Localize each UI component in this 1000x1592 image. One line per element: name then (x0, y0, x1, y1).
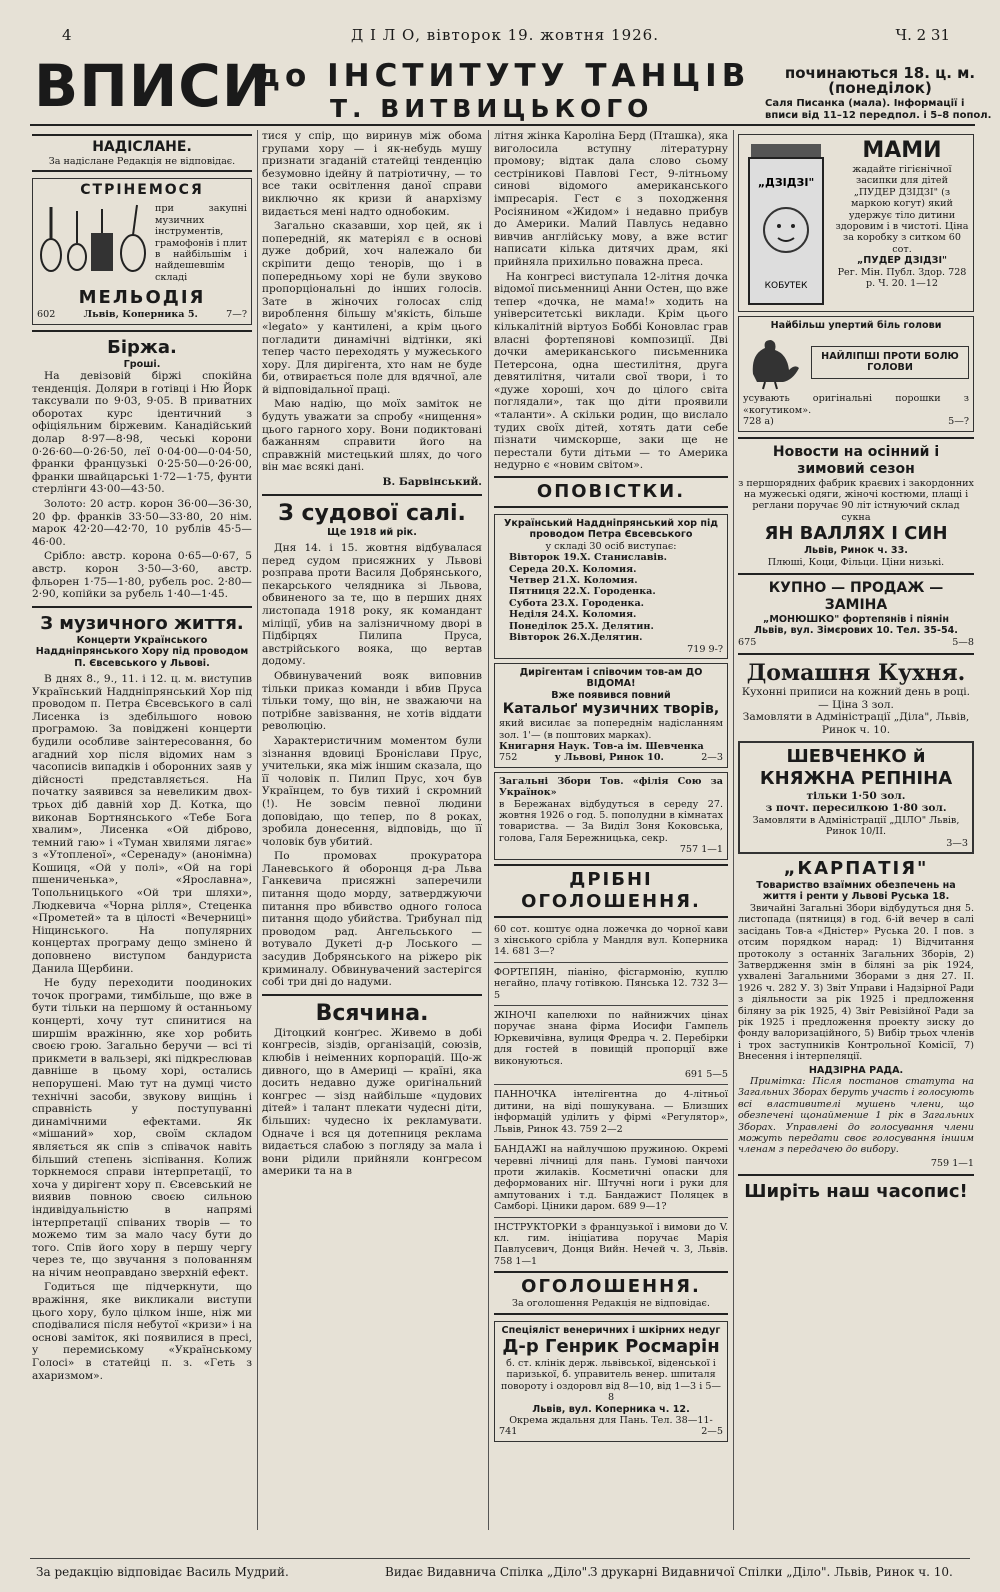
column-rule (257, 130, 258, 1530)
vsia-p1: Дітоцкий конґрес. Живемо в добі конгресів, зіздів, організацій, союзів, клюбів і неіменних корпорацій. Що-ж дивного, що в Америці — країні, яка досить недавно дуже оригінальний конгрес — зізд найбільше «цудових дітей» і талант плекати чудесні діти, більших: чудесно іх рекламувати. Одначе і вся ця дотепниця реклама видається слабою з погляду за мала і вони рідили прийняли конгресом америки та на в (262, 1026, 482, 1178)
kupno-num: 675 (738, 636, 757, 648)
divider (262, 494, 482, 496)
choir-date: Неділя 24.Х. Коломия. (509, 609, 637, 621)
choir-date: Вівторок 19.Х. Станиславів. (509, 552, 668, 564)
doc-footer (499, 1426, 723, 1437)
divider (738, 653, 974, 655)
dribni-title: ДРІБНІ ОГОЛОШЕННЯ. (521, 868, 701, 912)
melodia-num: 602 (37, 309, 56, 321)
shev-title-2: КНЯЖНА РЕПНІНА (759, 767, 953, 789)
zbory-head: Загальні Збори Тов. «філія Сою за Українок» (499, 775, 723, 799)
small-ad: 60 сот. коштує одна ложечка до чорної кави з хінського срібла у Мандля вул. Коперника 14. 681 3—? (494, 923, 728, 958)
page-footer (30, 1558, 970, 1583)
dir-big: Катальоґ музичних творів, (502, 701, 720, 718)
shev-code: 3—3 (946, 837, 968, 849)
choir-date: Четвер 21.Х. Коломия. (509, 575, 638, 587)
doc-code: 2—5 (701, 1426, 723, 1438)
birzha-p1: На девізовій біржі спокійна тенденція. Доляри в готівці і Ню Йорк таксували по 9·03, 9·05. В приватних оборотах курс ідентичний з офіціяльним біржевим. Канадійський долар 8·97—8·98, чеські корони 0·26·60—0·26·50, леї 0·04·00—0·04·50, франки французькі 0·25·50—0·26·00, франки швайцарські 1·72—1·75, фунти стерлінги 43·00—43·50. (32, 370, 252, 496)
zbory-text: в Бережанах відбудуться в середу 27. жовтня 1926 о год. 5. пополудни в кімнатах товариства. — За Виділ Зоня Коковська, голова, Галя Бережницька, секр. (499, 798, 723, 844)
choir-date: Пятниця 22.Х. Городенка. (509, 586, 656, 598)
karp-code: 759 1—1 (930, 1157, 974, 1169)
shev-order: Замовляти в Адміністрації „ДІЛО" Львів, Ринок 10/II. (752, 814, 960, 838)
ad-line-1: до ІНСТИТУТУ ТАНЦІВ (255, 58, 751, 94)
nadislane-title: НАДІСЛАНЕ. (92, 139, 192, 155)
mami-brand: „ПУДЕР ДЗІДЗІ" (856, 255, 948, 267)
court-p2: Обвинувачений вояк виповнив тільки приказ команди і вбив Пруса тільки тому, що він, не зважаючи на потрібне завізвання, не хотів віддати революцію. (262, 669, 482, 733)
dribni-box (494, 864, 728, 918)
music-p3: Годиться ще підчеркнути, що вражіння, яке викликали виступи цього хору, було цілком інше, ніж ми сподівалися після небутої «кризи» і на основі заміток, які появилися в пресі, у перемиському «Українському Голосі» в статейці п. з. «Геть з ахаризмом». (32, 1281, 252, 1382)
music-p2: Не буду переходити поодиноких точок програми, тимбільше, що вже в бути тільки на першому й останньому концерті, хочу тут спинитися на ширшім вражінню, яке хор робить своєю грою. Загально беручи — всі ті прикмети в вальзері, які підкреслював давніше в цьому хорі, остались непорушені. Маю тут на думці чисто технічні засоби, звукову вищінь і справність у поступуванні динамічними ефектами. Як «мішаний» хор, своїм складом являється як спів з співачок навіть більший степень зіспівання. Колиж торкнемося справи інтерпретації, то хоча у дирігент хору п. Євсевський не виявив повною своєю сильною індивідуальністю в напрямі інтерпретації співаних творів — то можемо тим за мало часу бути до того. Спів його хору в першу чергу через те, що звучання з полованням на нічим неоправдано зверхній ефект. (32, 977, 252, 1279)
footer-editor: За редакцію відповідає Василь Мудрий. (36, 1565, 289, 1579)
small-ad: ІНСТРУКТОРКИ з французької і вимови до V. кл. гим. ініціатива поручає Марія Павлусевич, Донця Вийн. Нечей ч. 3, Львів. 758 1—1 (494, 1221, 728, 1267)
choir-ad (494, 514, 728, 659)
divider (32, 606, 252, 608)
vsia-title: Всячина. (315, 1000, 429, 1026)
music-cont-p1: тися у спір, що виринув між обома групами хору — і як-небудь мушу признати згаданій статейці тенденцію безумовно ідейну й патріотичну, — то все таки освітлення даної справи виключно як кризи й анархізму видається мені надто однобоким. (262, 130, 482, 218)
dir-addr: у Львові, Ринок 10. (554, 752, 664, 764)
music-signature: В. Барвінський. (382, 476, 482, 489)
vallakh-addr: Львів, Ринок ч. 33. (804, 545, 908, 557)
column-2 (262, 130, 482, 1535)
birzha-p2: Золото: 20 астр. корон 36·00—36·30, 20 фр. франків 33·50—33·80, 20 нім. марок 42·20—42·70, 10 рублів 45·5—46·00. (32, 498, 252, 548)
ad-big-word: ВПИСИ (34, 52, 272, 120)
birzha-p3: Срібло: австр. корона 0·65—0·67, 5 австр. корон 3·50—3·60, австр. фльорен 1·75—1·80, рубель рос. 2·80—2·90, копійки за рубель 1·40—1·45. (32, 550, 252, 601)
melodia-addr: Львів, Коперника 5. (83, 309, 198, 321)
rooster-ad (738, 316, 974, 432)
shev-price-1: тільки 1·50 зол. (806, 789, 906, 802)
choir-list (499, 552, 723, 643)
footer-printer: З друкарні Видавничої Спілки „Діло". Львів, Ринок ч. 10. (590, 1565, 953, 1579)
rooster-code: 5—? (948, 416, 969, 428)
doc-text: б. ст. клінік держ. львівської, віденської і паризької, б. управитель венер. шпиталя повороту і оздоровл від 8—10, від 1—3 і 5—8 (500, 1357, 722, 1404)
music-p1: В днях 8., 9., 11. і 12. ц. м. виступив Український Наддніпрянський Хор під проводом п. Петра Євсевського в салі Лисенка із здебільшого новою програмою. За повіджені концерти будили особливе заінтересовання, бо агадний хор після відомих нам з часописів випадків і оборонних заяв у дійсності представляється. На початку заявився за невеликим двох-трьох діб давній хор Д. Котка, що виконав Бортнянського «Тебе Бога хвалим», Лисенка «Ой діброво, темний гаю» і «Туман хвилями лягає» з «Утопленої», «Серенаду» (анонімна) Кошиця, «Ой у полі», «Ой на горі пшениченька», «Ярославна», Топольницького «Ой три шляхи», Людкевича «Чорна рілля», Стеценка «Прометей» та в цілості «Вечерниці» Ніщинського. На популярних концертах програму дещо змінено й доповнено виступом бандуриста Данила Щербини. (32, 672, 252, 975)
court-p3: Характеристичним моментом були зізнання вдовиці Броніслави Прус, учительки, яка між іншим сказала, що її чоловік п. Пилип Прус, хоч був Українцем, то був тихий і скромний (!). Не зовсім певної людини доповідаю, що тепер, по 8 роках, зробила донесення, відповідь, що її чоловік був убитий. (262, 734, 482, 848)
dir-shop: Книгарня Наук. Тов-а ім. Шевченка (499, 740, 704, 752)
dir-text: який висилає за попереднім надісланням зол. 1'— (в поштових марках). (499, 718, 723, 741)
melodia-code: 7—? (226, 309, 247, 321)
rooster-text: усувають оригінальні порошки з «когутиком». (743, 393, 969, 416)
melodia-name: МЕЛЬОДІЯ (78, 287, 206, 309)
karp-sub: Товариство взаїмних обезпечень на життя і ренти у Львові Руська 18. (756, 880, 956, 903)
ogol-box (494, 1271, 728, 1314)
dir-head: Дирігентам і співочим тов-ам ДО ВІДОМА! (519, 666, 703, 690)
issue-number: Ч. 2 31 (895, 26, 950, 44)
small-ad-code: 691 5—5 (684, 1069, 728, 1081)
shev-price-2: з почт. пересилкою 1·80 зол. (765, 802, 947, 815)
karp-note: Примітка: Після постанов статута на Загальних Зборах беруть участь і голосують всі властивителі мушень члени, що обезпечені щонайменше 1 рік в Загальних Зборах. Управлені до голосування члени можуть передати своє голосування іншим членам з передачею до вибору. (738, 1075, 974, 1156)
mami-text-block (835, 138, 969, 289)
kupno-code: 5—8 (952, 636, 974, 648)
shevchenko-ad (738, 741, 974, 854)
divider (738, 1174, 974, 1176)
doc-ladies: Окрема ждальня для Пань. Тел. 38—11- (509, 1415, 713, 1426)
court-sub: Ще 1918 ий рік. (327, 526, 417, 538)
karp-board: НАДЗІРНА РАДА. (808, 1064, 904, 1076)
doc-num: 741 (499, 1426, 518, 1438)
melodia-footer (37, 309, 247, 320)
dir-footer (499, 752, 723, 763)
divider (494, 1005, 728, 1006)
dance-institute-ad (30, 52, 992, 126)
masthead: Д І Л О, вівторок 19. жовтня 1926. (351, 26, 659, 44)
small-ad: ПАННОЧКА інтелігентна до 4-літньої дитини, на віді пошукувана. — Близших інформацій уділить у фірмі «Регулятор», Львів, Ринок 43. 759 2—2 (494, 1089, 728, 1135)
doc-addr: Львів, вул. Коперника ч. 12. (532, 1403, 690, 1415)
choir-code: 719 9-? (687, 643, 723, 655)
jar-brand: КОБУТЕК (764, 281, 808, 291)
karp-title: „КАРПАТІЯ" (783, 858, 929, 880)
music-sub: Концерти Українського Наддніпрянського Хору під проводом П. Євсевського у Львові. (35, 634, 249, 669)
ogol-title: ОГОЛОШЕННЯ. (521, 1276, 701, 1298)
column-rule (488, 130, 489, 1530)
choir-sub: у складі 30 осіб виступає: (545, 540, 677, 552)
karp-text: Звичайні Загальні Збори відбудуться дня 5. листопада (пятниця) в год. 6-ій вечер в салі засідань Тов-а «Дністер» Руська 20. I пов. з отсим порядком нарад: 1) Відчитання протоколу з останніх Загальних Зборів, 2) Затвердження змін в біляні за рік 1924, ухвалені Загальними Зборами з дня 27. II. 1926 ч. 282 У. З) Звіт Управи і Надзірної Ради з діяльности за рік 1925 і предложення біляну за рік 1925, 4) Звіт Ревізійної Ради за рік 1925 і предложення проекту зиску до фонду валоризаційного, 5) Вибір трьох членів і трох заступників Контрольної Комісії, 7) Внесення і інтерпеляції. (738, 902, 974, 1063)
rooster-box-text: НАЙЛІПШІ ПРОТИ БОЛЮ ГОЛОВИ (821, 351, 959, 374)
court-title: З судової салі. (278, 500, 466, 526)
doc-head: Спеціяліст венеричних і шкірних недуг (501, 1324, 721, 1336)
melodia-top: СТРІНЕМОСЯ (80, 182, 204, 199)
vallakh-name: ЯН ВАЛЛЯХ І СИН (764, 523, 948, 545)
doctor-ad (494, 1321, 728, 1442)
vsia-cont-p2: На конгресі виступала 12-літня дочка відомої письменниці Анни Остен, що вже тепер «дочка, не мама!» ходить на університетські виклади. Крім цього кількалітній віртуоз Боббі Коновлас грав власні фортепянові композиції. Дві дочки американського письменника Петерсона, одна шестилітня, друга девятилітня, читали свої твори, і то «дуже хороші, хоч до цілого світа поглядали», так що діти проявили «таланти». А скільки родин, що вислало тудих своїх дітей, хотять дати себе пізнати чимскорше, заки ще не перестали бути дітьми — то Америка недурно є «новим світом». (494, 270, 728, 472)
dir-sub: Вже появився повний (551, 689, 671, 701)
small-ad: БАНДАЖІ на найлучшою пружиною. Окремі черевні лічниці для пань. Гумові панчохи проти жилаків. Косметичні опаски для деформованих ніг. Штучні ноги і руки для ампутованих і т.д. Бандажист Поляцек в Самборі. Ціники даром. 689 9—1? (494, 1144, 728, 1213)
birzha-sub: Гроші. (123, 358, 161, 370)
instruments-icon (37, 203, 149, 277)
divider (494, 1217, 728, 1218)
zbory-code: 757 1—1 (679, 844, 723, 856)
rooster-head: Найбільш упертий біль голови (770, 320, 942, 331)
music-title: З музичного життя. (40, 612, 244, 634)
footer-publisher: Видає Видавнича Спілка „Діло". (385, 1565, 592, 1579)
column-4 (738, 130, 974, 1535)
choir-date: Субота 23.Х. Городенка. (509, 597, 645, 609)
page-number: 4 (62, 26, 72, 44)
birzha-title: Біржа. (107, 336, 177, 358)
divider (738, 573, 974, 575)
ad-right-2: Саля Писанка (мала). Інформації і вписи від 11–12 передпол. і 5–8 попол. (765, 98, 992, 121)
mami-text: жадайте гігієнічної засипки для дітей „ПУДЕР ДЗІДЗІ" (з маркою когут) який удержує тіло дитини здоровим і в чистоті. Ціна за коробку з ситком 60 сот. (835, 164, 969, 255)
spread-slogan: Ширіть наш часопис! (744, 1181, 968, 1203)
ogol-sub: За оголошення Редакція не відповідає. (512, 1298, 710, 1310)
court-p4: По промовах прокуратора Ланевського й оборонця д-ра Льва Ганкевича присяжні заперечили питання щодо морду, затверджуючи питання про вбивство одного голоса питання щодо убийства. Трибунал під проводом рад. Ангельського — вотувало Дукеті д-р Лоського — засудив Добрянського на ріжеро рік криминалу. Обвинувачений застерігся собі три дні до надуми. (262, 850, 482, 989)
doc-name: Д-р Генрик Росмарін (502, 1335, 720, 1357)
dir-code: 2—3 (701, 752, 723, 764)
choir-date: Вівторок 26.Х.Делятин. (509, 632, 643, 644)
kupno-addr: Львів, вул. Зімєрових 10. Тел. 35-54. (754, 625, 958, 637)
divider (738, 437, 974, 439)
melodia-text: при закупні музичних інструментів, грамофонів і плит в найбільшім і найдешевшім складі (155, 203, 247, 283)
mami-reg: Рег. Мін. Публ. Здор. 728 р. Ч. 20. 1—12 (837, 266, 967, 290)
divider (494, 1084, 728, 1085)
zbory-ad (494, 772, 728, 860)
small-ad: ФОРТЕПЯН, піаніно, фісгармонію, куплю негайно, плачу готівкою. Пянська 12. 732 3—5 (494, 966, 728, 1001)
rooster-footer (743, 416, 969, 427)
vallakh-extra: Плюші, Коци, Фільци. Ціни низькі. (767, 556, 945, 568)
melodia-ad (32, 178, 252, 324)
dir-num: 752 (499, 752, 518, 764)
page-header (40, 24, 970, 46)
ad-line-2: Т. ВИТВИЦЬКОГО (330, 94, 654, 123)
music-cont-p3: Маю надію, що моїх заміток не будуть уважати за спробу «нищення» цього гарного хору. Вони подиктовані бажанням справити його на справжній мистецький шлях, до чого він має всякі дані. (262, 398, 482, 474)
novosti-text: з першорядних фабрик краєвих і закордонних на мужеські одяги, жіночі костюми, плащі і реглани поручає 90 літ істнуючий склад сукна (738, 477, 974, 523)
ad-right-1: починаються 18. ц. м. (понеділок) (784, 64, 976, 97)
mami-title: МАМИ (862, 138, 942, 163)
rooster-box (811, 346, 969, 379)
rooster-icon (743, 334, 803, 390)
column-1 (32, 130, 252, 1535)
novosti-title: Новости на осінний і зимовий сезон (772, 443, 940, 477)
kupno-title: КУПНО — ПРОДАЖ — ЗАМІНА (768, 580, 944, 614)
powder-jar-icon (743, 138, 829, 308)
music-cont-p2: Загально сказавши, хор цей, як і попередній, як матеріял є в основі дуже добрий, хоч належало би скріпити дещо тенорів, що і в попередньому хорі не були звуково пропорціональні до інших голосів. Зате в жіночих голосах слід вироблення більшу м'якість, більше «legato» у кантилені, а крім цього погладити динамічні відтінки, які тепер часто переходять у мужеського хору. Для дирігента, хто нам не буде би, отвирається поле для вдячної, але й відповідальної праці. (262, 220, 482, 396)
column-rule (733, 130, 734, 1530)
rooster-body (743, 334, 969, 390)
small-ad: ЖІНОЧІ капелюхи по найнижчих цінах поручає знана фірма Иосифи Гампель Юркевичівна, вулиця Фредра ч. 2. Перебірки для гостей в повищій пропорції вже виконуються. (494, 1010, 728, 1067)
powder-ad (738, 134, 974, 312)
divider (262, 994, 482, 996)
kuhnia-title: Домашня Кухня. (746, 660, 966, 687)
opov-title: ОПОВІСТКИ. (536, 481, 686, 503)
kuhnia-order: Замовляти в Адміністрації „Діла", Львів, Ринок ч. 10. (742, 711, 970, 737)
choir-head: Український Наддніпрянський хор під проводом Петра Євсевського (503, 518, 719, 541)
rooster-num: 728 а) (743, 416, 774, 428)
catalogue-ad (494, 663, 728, 768)
divider (32, 330, 252, 332)
jar-label: „ДЗІДЗІ" (757, 176, 815, 189)
nadislane-box (32, 134, 252, 172)
nadislane-text: За надіслане Редакція не відповідає. (48, 156, 236, 167)
choir-date: Понеділок 25.Х. Делятин. (509, 620, 654, 632)
kuhnia-text: Кухонні приписи на кожний день в році. — Ціна 3 зол. (741, 686, 971, 711)
divider (494, 1139, 728, 1140)
melodia-body (37, 203, 247, 283)
opov-box (494, 476, 728, 508)
kupno-footer (738, 637, 974, 648)
court-p1: Дня 14. і 15. жовтня відбувалася перед судом присяжних у Львові розправа проти Василя Добрянського, пекарського челядника зі Львова, обвиненого за те, що в перших днях листопада 1918 року, як командант міліції, убив на залізничному дворі в Підбірцях Пилипа Пруса, австрійського вояка, що вертав додому. (262, 542, 482, 668)
divider (494, 962, 728, 963)
column-3 (494, 130, 728, 1535)
choir-date: Середа 20.Х. Коломия. (509, 563, 637, 575)
shev-title-1: ШЕВЧЕНКО й (786, 745, 926, 767)
kupno-text: „МОНЮШКО" фортепянів і піянін (763, 614, 949, 626)
vsia-cont-p1: літня жінка Кароліна Берд (Пташка), яка виголосила вступну літературну промову; відтак дала слово сьому сестріникові Павлові Гест, 9-літньому синові відомого американського імпресарія. Гест є з походження Росіянином «Жидом» і недавно прибув до Америки. Малий Павлусь недавно вивчив англійську мову, а вже встиг написати кілька дитячих драм, які прийняла прихильно поважна преса. (494, 130, 728, 268)
